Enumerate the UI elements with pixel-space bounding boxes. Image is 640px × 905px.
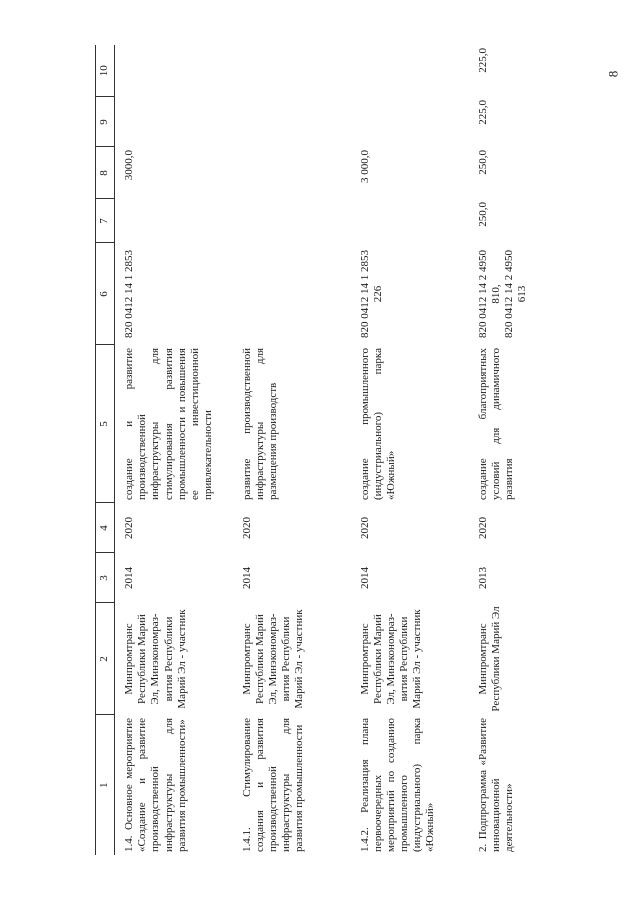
value-col-8: 3000,0 (123, 150, 135, 181)
activity-name: 1.4.1. Стимулирование создания и развития производственной инфраструктуры для развития промышленности (240, 718, 306, 852)
budget-code: 820 0412 14 1 2853 226 (358, 250, 384, 338)
budget-code: 820 0412 14 2 4950 810, 820 0412 14 2 4950 613 (476, 250, 529, 338)
expected-result: создание и развитие производственной инфраструктуры для стимулирования развития промышленности и повышения ее инвестиционной привлекательности (123, 348, 215, 500)
value-col-9: 225,0 (476, 100, 489, 125)
program-activities-table (95, 45, 569, 855)
value-col-9 (115, 97, 233, 147)
column-header: 6 (96, 243, 115, 345)
column-header: 4 (96, 503, 115, 553)
column-header: 9 (96, 97, 115, 147)
expected-result: развитие производственной инфраструктуры для размещения производств (240, 348, 279, 500)
column-header: 3 (96, 553, 115, 603)
column-header: 5 (96, 345, 115, 503)
responsible-executor: Минпромтранс Республики Марий Эл, Минэкономраз-вития Республики Марий Эл - участник (240, 609, 306, 709)
value-col-10 (233, 45, 351, 97)
table-row (469, 45, 569, 855)
expected-result: создание благоприятных условий для динамичного развития (476, 348, 515, 500)
responsible-executor: Минпромтранс Республики Марий Эл, Минэкономраз-вития Республики Марий Эл - участник (358, 609, 424, 709)
budget-code (233, 243, 351, 345)
value-col-9 (233, 97, 351, 147)
value-col-8: 250,0 (476, 150, 489, 175)
table-row (233, 45, 351, 855)
end-year: 2020 (240, 517, 253, 539)
table-row (115, 45, 233, 855)
activity-name: 1.4. Основное мероприятие «Создание и развитие производственной инфраструктуры для развития промышленности» (123, 718, 188, 852)
end-year: 2020 (358, 517, 371, 539)
value-col-10 (351, 45, 469, 97)
column-header: 7 (96, 199, 115, 243)
column-number-row (96, 45, 115, 855)
responsible-executor: Минпромтранс Республики Марий Эл (476, 606, 502, 712)
end-year: 2020 (476, 517, 489, 539)
column-header: 1 (96, 715, 115, 855)
activity-name: 2. Подпрограмма «Развитие инновационной деятельности» (476, 718, 515, 852)
column-header: 8 (96, 147, 115, 199)
value-col-7: 250,0 (476, 202, 489, 227)
value-col-7 (351, 199, 469, 243)
value-col-8: 3 000,0 (358, 150, 371, 183)
end-year: 2020 (123, 517, 135, 539)
rotated-page-content (95, 45, 615, 855)
value-col-8 (233, 147, 351, 199)
page-number: 8 (605, 70, 621, 78)
value-col-10 (115, 45, 233, 97)
value-col-9 (351, 97, 469, 147)
value-col-7 (115, 199, 233, 243)
start-year: 2013 (476, 567, 489, 589)
column-header: 2 (96, 603, 115, 715)
start-year: 2014 (358, 567, 371, 589)
column-header: 10 (96, 45, 115, 97)
responsible-executor: Минпромтранс Республики Марий Эл, Минэкономраз-вития Республики Марий Эл - участник (123, 609, 188, 709)
start-year: 2014 (240, 567, 253, 589)
budget-code: 820 0412 14 1 2853 (123, 250, 135, 338)
expected-result: создание промышленного (индустриального) парка «Южный» (358, 348, 397, 500)
start-year: 2014 (123, 567, 135, 589)
activity-name: 1.4.2. Реализация плана первоочередных мероприятий по созданию промышленного (индустриального) парка «Южный» (358, 718, 437, 852)
value-col-10: 225,0 (476, 48, 489, 73)
table-row (351, 45, 469, 855)
value-col-7 (233, 199, 351, 243)
